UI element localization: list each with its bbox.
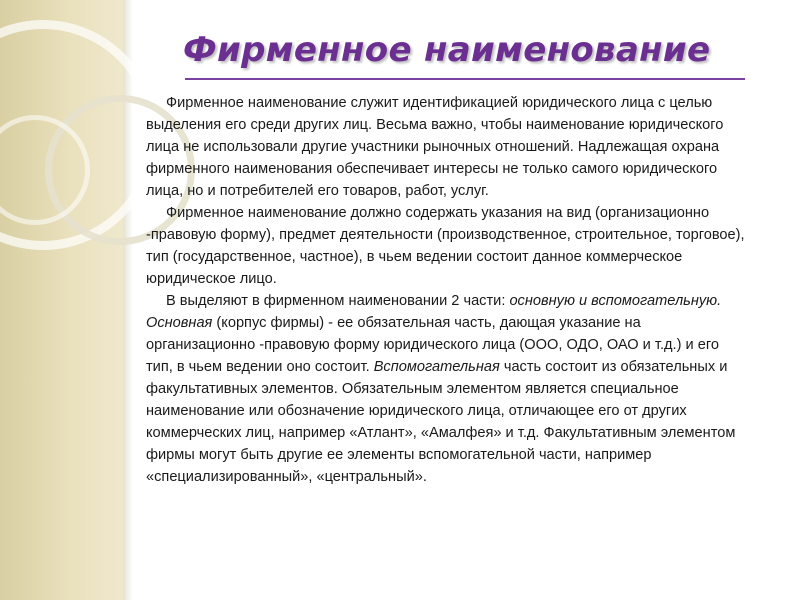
paragraph-3-part-2: (корпус фирмы) - ее обязательная часть, дающая указание на организационно -правовую форму юридического лица (ООО, ОДО, ОАО и т.д.) и его тип, в чьем ведении оно состоит. — [146, 315, 719, 375]
paragraph-3-italic-1: основную и вспомогательную. Основная — [146, 293, 722, 331]
body-text — [146, 92, 746, 488]
title-underline — [185, 78, 745, 80]
paragraph-3-part-1: В выделяют в фирменном наименовании 2 части: — [166, 293, 510, 309]
paragraph-3 — [146, 290, 746, 488]
paragraph-3-italic-2: Вспомогательная — [373, 359, 500, 375]
slide-title: Фирменное наименование — [183, 30, 711, 70]
paragraph-2: Фирменное наименование должно содержать указания на вид (организационно -правовую форму), предмет деятельности (производственное, строительное, торговое), тип (государственное, частное), в чьем ведении состоит данное коммерческое юридическое лицо. — [146, 205, 745, 287]
paragraph-3-part-3: часть состоит из обязательных и факультативных элементов. Обязательным элементом является специальное наименование или обозначение юридического лица, отличающее его от других коммерческих лиц, например «Атлант», «Амалфея» и т.д. Факультативным элементом фирмы могут быть другие ее элементы вспомогательной части, например «специализированный», «центральный». — [146, 359, 736, 485]
paragraph-1: Фирменное наименование служит идентификацией юридического лица с целью выделения его среди других лиц. Весьма важно, чтобы наименование юридического лица не использовали другие участники рыночных отношений. Надлежащая охрана фирменного наименования обеспечивает интересы не только самого юридического лица, но и потребителей его товаров, работ, услуг. — [146, 95, 724, 199]
